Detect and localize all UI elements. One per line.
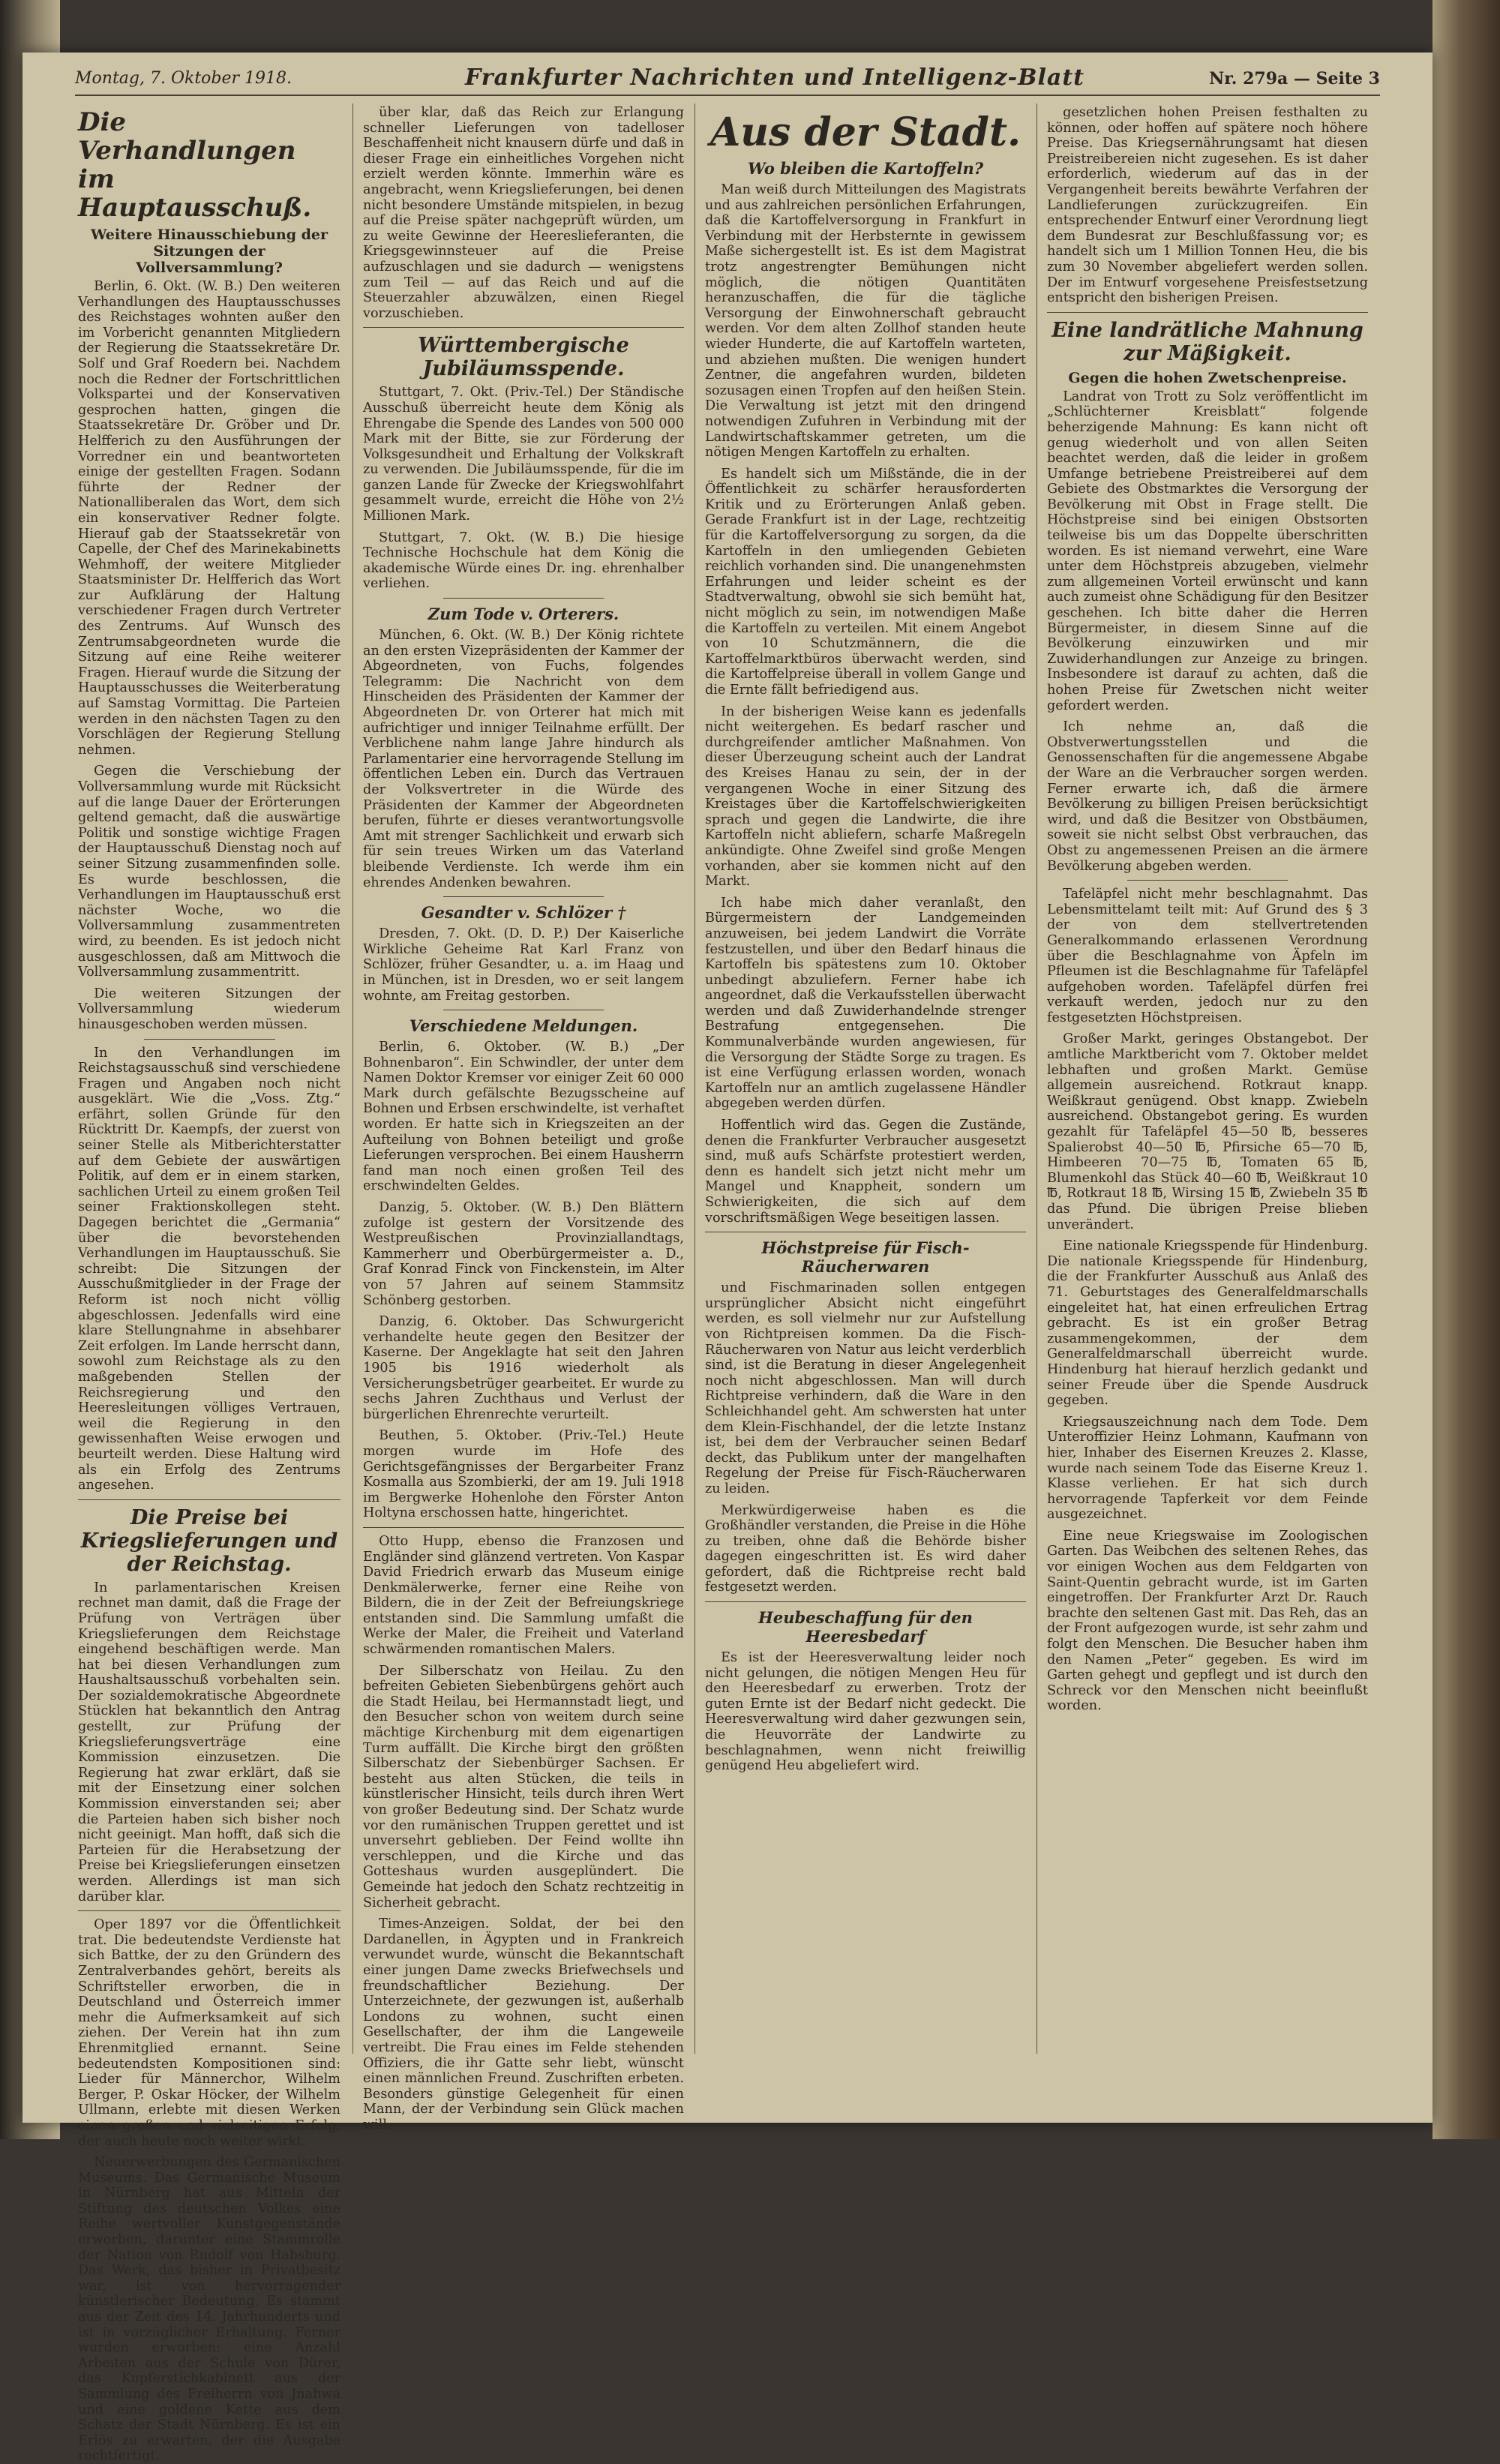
paragraph: über klar, daß das Reich zur Erlangung schneller Lieferungen von tadelloser Beschaffenheit nicht knausern dürfe und daß in dieser Frage ein einheitliches Vorgehen nicht erzielt werden könnte. Immerhin wäre es angebracht, wenn Kriegslieferungen, bei denen nicht besondere Umstände mitspielen, in bezug auf die Preise später nachgeprüft würden, um zu weite Gewinne der Heereslieferanten, die Kriegsgewinnsteuer auf die Preise aufzuschlagen und sie dadurch — wenigstens zum Teil — auf das Reich und auf die Steuerzahler abzuwälzen, einen Riegel vorzuschieben. (363, 105, 684, 321)
divider (443, 598, 604, 599)
paragraph: Ich nehme an, daß die Obstverwertungsstellen und die Genossenschaften für die angemessene Abgabe der Ware an die Verbraucher sorgen werden. Ferner erwarte ich, daß die ärmere Bevölkerung zu billigen Preisen berücksichtigt wird, und daß die Besitzer von Obstbäumen, soweit sie nicht selbst Obst verbrauchen, das Obst zu angemessenen Preisen an die ärmere Bevölkerung abgeben werden. (1047, 719, 1368, 874)
paragraph: Eine nationale Kriegsspende für Hindenburg. Die nationale Kriegsspende für Hindenburg, die der Frankfurter Ausschuß aus Anlaß des 71. Geburtstages des Generalfeldmarschalls eingeleitet hat, hat einen erfreulichen Ertrag gebracht. Es ist ein großer Betrag zusammengekommen, der dem Generalfeldmarschall überreicht wurde. Hindenburg hat hierauf herzlich gedankt und seiner Freude über die Spende Ausdruck gegeben. (1047, 1238, 1368, 1409)
headline-meldungen: Verschiedene Meldungen. (409, 1016, 638, 1036)
section-title-aus-der-stadt: Aus der Stadt. (710, 110, 1022, 155)
column-rule (1036, 104, 1037, 2054)
headline-hauptausschuss: Die Verhandlungen im Hauptausschuß. (78, 107, 312, 223)
divider (78, 1910, 340, 1911)
divider (443, 896, 604, 897)
paragraph: Times-Anzeigen. Soldat, der bei den Dardanellen, in Ägypten und in Frankreich verwundet wurde, wünscht die Bekanntschaft einer jungen Dame zwecks Briefwechsels und freundschaftlicher Beziehung. Der Unterzeichnete, der gezwungen ist, außerhalb Londons zu wohnen, sucht einen Gesellschafter, der ihm die Langeweile vertreibt. Die Frau eines im Felde stehenden Offiziers, die ihr Gatte sehr liebt, wünscht einen männlichen Freund. Zuschriften erbeten. Besonders günstige Gelegenheit für einen Mann, der der Verbindung sein Glück machen will. (363, 1916, 684, 2132)
paragraph: Neuerwerbungen des Germanischen Museums. Das Germanische Museum in Nürnberg hat aus Mitteln der Stiftung des deutschen Volkes eine Reihe wertvoller Kunstgegenstände erworben, darunter eine Stammrolle der Nation von Rudolf von Habsburg. Das Werk, das bisher in Privatbesitz war, ist von hervorragender künstlerischer Bedeutung. Es stammt aus der Zeit des 14. Jahrhunderts und ist in vorzüglicher Erhaltung. Ferner wurden erworben: eine Anzahl Arbeiten aus der Schule von Dürer, das Kupferstichkabinett aus der Sammlung des Freiherrn von Jnahwa und eine goldene Kette aus dem Schatz der Stadt Nürnberg. Es ist ein Erlös zu erwarten, der die Ausgabe rechtfertigt. (78, 2155, 340, 2464)
paragraph: Danzig, 6. Oktober. Das Schwurgericht verhandelte heute gegen den Besitzer der Kaserne. Der Angeklagte hat seit den Jahren 1905 bis 1916 wiederholt als Versicherungsbetrüger gearbeitet. Er wurde zu sechs Jahren Zuchthaus und Verlust der bürgerlichen Ehrenrechte verurteilt. (363, 1314, 684, 1422)
paragraph: und Fischmarinaden sollen entgegen ursprünglicher Absicht nicht eingeführt werden, es soll vielmehr nur zur Aufstellung von Richtpreisen kommen. Da die Fisch-Räucherwaren von Natur aus leicht verderblich sind, ist die Beratung in dieser Angelegenheit noch nicht abgeschlossen. Man will durch Richtpreise verhindern, daß die Ware in den Schleichhandel geht. Am schwersten hat unter dem Klein-Fischhandel, der die letzte Instanz ist, bei dem der Verbraucher seinen Bedarf deckt, das Publikum unter der mangelhaften Regelung der Preise für Fisch-Räucherwaren zu leiden. (705, 1280, 1026, 1496)
column-rule (352, 104, 353, 2054)
issue-number: Nr. 279a — Seite 3 (1209, 69, 1380, 89)
paragraph: Kriegsauszeichnung nach dem Tode. Dem Unteroffizier Heinz Lohmann, Kaufmann von hier, Inhaber des Eisernen Kreuzes 2. Klasse, wurde nach seinem Tode das Eiserne Kreuz 1. Klasse verliehen. Er hat sich durch hervorragende Tapferkeit vor dem Feinde ausgezeichnet. (1047, 1414, 1368, 1523)
paragraph: Dresden, 7. Okt. (D. D. P.) Der Kaiserliche Wirkliche Geheime Rat Karl Franz von Schlözer, früher Gesandter, u. a. im Haag und in München, ist in Dresden, wo er seit langem wohnte, am Freitag gestorben. (363, 926, 684, 1004)
book-spine-edge (1432, 0, 1500, 2139)
paragraph: Der Silberschatz von Heilau. Zu den befreiten Gebieten Siebenbürgens gehört auch die Stadt Heilau, bei Hermannstadt liegt, und den Besucher schon von weitem durch seine mächtige Kirchenburg mit dem eigenartigen Turm auffällt. Die Kirche birgt den größten Silberschatz der Siebenbürger Sachsen. Er besteht aus alten Stücken, die teils in künstlerischer Hinsicht, teils durch ihren Wert von großer Bedeutung sind. Der Schatz wurde vor den rumänischen Truppen gerettet und ist unversehrt geblieben. Der Feind wollte ihn verschleppen, und die Kirche und das Gotteshaus wurden ausgeplündert. Die Gemeinde hat jedoch den Schatz rechtzeitig in Sicherheit gebracht. (363, 1663, 684, 1910)
paragraph: Tafeläpfel nicht mehr beschlagnahmt. Das Lebensmittelamt teilt mit: Auf Grund des § 3 der von dem stellvertretenden Generalkommando erlassenen Verordnung über die Beschlagnahme von Äpfeln im Pfleumen ist die Beschlagnahme für Tafeläpfel aufgehoben worden. Tafeläpfel dürfen frei verkauft werden, jedoch nur zu den festgesetzten Höchstpreisen. (1047, 887, 1368, 1025)
headline-orterer: Zum Tode v. Orterers. (428, 605, 620, 624)
headline-kriegslieferungen: Die Preise bei Kriegslieferungen und der Reichstag. (80, 1505, 338, 1576)
paragraph: Merkwürdigerweise haben es die Großhändler verstanden, die Preise in die Höhe zu treiben, ohne daß die Behörde bisher dagegen eingeschritten ist. Es wird daher gefordert, daß die Richtpreise recht bald festgesetzt werden. (705, 1502, 1026, 1595)
paragraph: Berlin, 6. Oktober. (W. B.) „Der Bohnenbaron“. Ein Schwindler, der unter dem Namen Doktor Kremser vor einiger Zeit 60 000 Mark durch gefälschte Bezugsscheine auf Bohnen und Erbsen erschwindelte, ist verhaftet worden. Er hatte sich in Kriegszeiten an der Aufteilung von Bohnen beteiligt und große Lieferungen versprochen. Bei einem Hausherrn fand man noch einen großen Teil des erschwindelten Geldes. (363, 1040, 684, 1194)
divider (1127, 880, 1288, 881)
subheadline: Gegen die hohen Zwetschenpreise. (1068, 369, 1347, 386)
paragraph: Stuttgart, 7. Okt. (Priv.-Tel.) Der Ständische Ausschuß überreicht heute dem König als Ehrengabe die Spende des Landes von 500 000 Mark mit der Bitte, sie zur Förderung der Volksgesundheit und Erhaltung der Volkskraft zu verwenden. Die Jubiläumsspende, für die im ganzen Lande für Zwecke der Kriegswohlfahrt gesammelt wurde, erreicht die Höhe von 2½ Millionen Mark. (363, 385, 684, 524)
divider (705, 1601, 1026, 1602)
paragraph: Die weiteren Sitzungen der Vollversammlung wiederum hinausgeschoben werden müssen. (78, 986, 340, 1032)
headline-jubilaeumsspende: Württembergische Jubiläumsspende. (418, 334, 629, 381)
paragraph: München, 6. Okt. (W. B.) Der König richtete an den ersten Vizepräsidenten der Kammer der Abgeordneten, von Fuchs, folgendes Telegramm: Die Nachricht von dem Hinscheiden des Präsidenten der Kammer der Abgeordneten Dr. von Orterer hat mich mit aufrichtiger und inniger Teilnahme erfüllt. Der Verblichene nahm lange Jahre hindurch als Parlamentarier eine hervorragende Stellung im öffentlichen Leben ein. Durch das Vertrauen der Volksvertreter in die Würde des Präsidenten der Kammer der Abgeordneten berufen, führte er dieses verantwortungsvolle Amt mit strenger Sachlichkeit und erwarb sich für sein treues Wirken um das Vaterland bleibende Verdienste. Ich werde ihm ein ehrendes Andenken bewahren. (363, 628, 684, 890)
masthead (75, 62, 1380, 96)
column-2 (363, 105, 684, 2132)
column-3 (705, 105, 1026, 2093)
paragraph: Eine neue Kriegswaise im Zoologischen Garten. Das Weibchen des seltenen Rehes, das vor einigen Wochen aus dem Feldgarten von Saint-Quentin gebracht wurde, ist im Garten eingetroffen. Der Frankfurter Arzt Dr. Rauch brachte den seltenen Gast mit. Das Reh, das an der Front aufgezogen wurde, ist sehr zahm und folgt den Menschen. Die Besucher haben ihm den Namen „Peter“ gegeben. Es wird im Garten gehegt und gepflegt und ist durch den Schreck vor den Menschen nicht beeinflußt worden. (1047, 1528, 1368, 1714)
divider (363, 1527, 684, 1528)
paragraph: Otto Hupp, ebenso die Franzosen und Engländer sind glänzend vertreten. Von Kaspar David Friedrich erwarb das Museum einige Denkmälerwerke, ferner eine Reihe von Bildern, die in der Zeit der Befreiungskriege entstanden sind. Die Sammlung umfaßt die Werke der Maler, die Freiheit und Vaterland schwärmenden romantischen Malers. (363, 1533, 684, 1658)
headline-schloezer: Gesandter v. Schlözer † (421, 903, 626, 923)
paragraph: Gegen die Verschiebung der Vollversammlung wurde mit Rücksicht auf die lange Dauer der Erörterungen geltend gemacht, daß die auswärtige Politik und sonstige wichtige Fragen der Hauptausschuß Dienstag noch auf seiner Sitzung zusammenfinden solle. Es wurde beschlossen, die Verhandlungen im Hauptausschuß erst nächster Woche, wo die Vollversammlung zusammentreten wird, zu beenden. Es ist jedoch nicht ausgeschlossen, daß am Mittwoch die Vollversammlung zusammentritt. (78, 764, 340, 980)
headline-kartoffeln: Wo bleiben die Kartoffeln? (747, 159, 984, 178)
paragraph: Es handelt sich um Mißstände, die in der Öffentlichkeit zu schärfer herausforderten Kritik und zu Erörterungen Anlaß geben. Gerade Frankfurt ist in der Lage, rechtzeitig für die Kartoffelversorgung zu sorgen, da die Kartoffeln in den umliegenden Gebieten reichlich vorhanden sind. Die unangenehmsten Erfahrungen und leider scheint es der Stadtverwaltung, obwohl sie sich bemüht hat, nicht möglich zu sein, im notwendigen Maße die Kartoffeln zu verteilen. Mit einem Angebot von 10 Schutzmännern, die die Kartoffelmarktbüros überwacht werden, sind die Kartoffelpreise überall in vollem Gange und die Ernte fällt befriedigend aus. (705, 466, 1026, 698)
column-rule (694, 104, 695, 2054)
column-1 (78, 105, 340, 2464)
divider (1047, 312, 1368, 313)
issue-date: Montag, 7. Oktober 1918. (75, 69, 292, 88)
paragraph: Stuttgart, 7. Okt. (W. B.) Die hiesige Technische Hochschule hat dem König die akademische Würde eines Dr. ing. ehrenhalber verliehen. (363, 530, 684, 592)
paragraph: Es ist der Heeresverwaltung leider noch nicht gelungen, die nötigen Mengen Heu für den Heeresbedarf zu erwerben. Trotz der guten Ernte ist der Bedarf nicht gedeckt. Die Heeresverwaltung wird daher gezwungen sein, die Heuvorräte der Landwirte zu beschlagnahmen, wenn nicht freiwillig genügend Heu abgeliefert wird. (705, 1650, 1026, 1774)
paragraph: Danzig, 5. Oktober. (W. B.) Den Blättern zufolge ist gestern der Vorsitzende des Westpreußischen Provinziallandtags, Kammerherr und Oberbürgermeister a. D., Graf Konrad Finck von Finckenstein, im Alter von 57 Jahren auf seinem Stammsitz Schönberg gestorben. (363, 1200, 684, 1308)
column-4 (1047, 105, 1368, 2093)
paragraph: Großer Markt, geringes Obstangebot. Der amtliche Marktbericht vom 7. Oktober meldet lebhaften und großen Markt. Gemüse allgemein ausreichend. Rotkraut knapp. Weißkraut genügend. Obst knapp. Zwiebeln ausreichend. Obstangebot gering. Es wurden gezahlt für Tafeläpfel 45—50 ℔, besseres Spalierobst 40—50 ℔, Pfirsiche 65—70 ℔, Himbeeren 70—75 ℔, Tomaten 65 ℔, Blumenkohl das Stück 40—60 ℔, Weißkraut 10 ℔, Rotkraut 18 ℔, Wirsing 15 ℔, Zwiebeln 35 ℔ das Pfund. Die übrigen Preise blieben unverändert. (1047, 1031, 1368, 1232)
paragraph: In der bisherigen Weise kann es jedenfalls nicht weitergehen. Es bedarf rascher und durchgreifender amtlicher Maßnahmen. Von dieser Überzeugung scheint auch der Landrat des Kreises Hanau zu sein, der in der vergangenen Woche in einer Sitzung des Kreistages über die Kartoffelschwierigkeiten sprach und gegen die Landwirte, die ihre Kartoffeln nicht abliefern, scharfe Maßregeln ankündigte. Ohne Zweifel sind große Mengen vorhanden, aber sie kommen nicht auf den Markt. (705, 704, 1026, 890)
headline-heubeschaffung: Heubeschaffung für den Heeresbedarf (758, 1608, 973, 1646)
divider (78, 1499, 340, 1500)
paragraph: gesetzlichen hohen Preisen festhalten zu können, oder hoffen auf spätere noch höhere Preise. Das Kriegsernährungsamt hat diesen Preistreibereien nicht zugesehen. Es ist daher erforderlich, wiederum auf das in der Vergangenheit bereits bewährte Verfahren der Landlieferungen zurückzugreifen. Ein entsprechender Entwurf einer Verordnung liegt dem Bundesrat zur Beschlußfassung vor; es handelt sich um 1 Million Tonnen Heu, die bis zum 30 November abgeliefert werden sollen. Der im Entwurf vorgesehene Preisfestsetzung entspricht den bisherigen Preisen. (1047, 105, 1368, 306)
paragraph: Oper 1897 vor die Öffentlichkeit trat. Die bedeutendste Verdienste hat sich Battke, der zu den Gründern des Zentralverbandes gehört, bereits als Schriftsteller erworben, die in Deutschland und Österreich immer mehr die Aufmerksamkeit auf sich ziehen. Der Verein hat ihn zum Ehrenmitglied ernannt. Seine bedeutendsten Kompositionen sind: Lieder für Männerchor, Wilhelm Berger, P. Oskar Höcker, der Wilhelm Ullmann, erlebte mit diesen Werken einen großen und vielseitigen Erfolg, der auch heute noch weiter wirkt. (78, 1917, 340, 2149)
subheadline: Weitere Hinausschiebung der Sitzungen der Vollversammlung? (90, 227, 328, 276)
paragraph: In parlamentarischen Kreisen rechnet man damit, daß die Frage der Prüfung von Verträgen über Kriegslieferungen dem Reichstage eingehend beschäftigen werde. Man hat bei diesen Verhandlungen zum Haushaltsausschuß vorbehalten sein. Der sozialdemokratische Abgeordnete Stücklen hat bekanntlich den Antrag gestellt, zur Prüfung der Kriegslieferungsverträge eine Kommission einzusetzen. Die Regierung hat zwar erklärt, daß sie mit der Einsetzung einer solchen Kommission einverstanden sei; aber die Parteien haben sich bisher noch nicht geeinigt. Man hofft, daß sich die Parteien für die Herabsetzung der Preise bei Kriegslieferungen einsetzen werden. Allerdings ist man sich darüber klar. (78, 1580, 340, 1904)
paragraph: Man weiß durch Mitteilungen des Magistrats und aus zahlreichen persönlichen Erfahrungen, daß die Kartoffelversorgung in Frankfurt in Verbindung mit der Herbsternte in gewissem Maße sichergestellt ist. Es ist dem Magistrat trotz angestrengter Bemühungen nicht möglich, die nötigen Quantitäten heranzuschaffen, die für die tägliche Versorgung der Einwohnerschaft gebraucht werden. Vor dem alten Zollhof standen heute wieder Hunderte, die auf Kartoffeln warteten, und abziehen mußten. Die wenigen hundert Zentner, die angefahren wurden, bildeten sozusagen einen Tropfen auf den heißen Stein. Die Verwaltung ist jetzt mit den dringend notwendigen Zufuhren in Verbindung mit der Landwirtschaftskammer getreten, um die nötigen Mengen Kartoffeln zu erhalten. (705, 182, 1026, 461)
newspaper-title: Frankfurter Nachrichten und Intelligenz-Blatt (465, 65, 1085, 91)
paragraph: Berlin, 6. Okt. (W. B.) Den weiteren Verhandlungen des Hauptausschusses des Reichstages wohnten außer den im Vorbericht genannten Mitgliedern der Regierung die Staatssekretäre Dr. Solf und Graf Roedern bei. Nachdem noch die Redner der Fortschrittlichen Volkspartei und der Konservativen gesprochen hatten, gingen die Staatssekretäre Dr. Gröber und Dr. Helfferich zu den Ausführungen der Vorredner ein und beantworteten einige der gestellten Fragen. Sodann führte der Redner der Nationalliberalen das Wort, dem sich ein konservativer Redner folgte. Hierauf gab der Staatssekretär von Capelle, der Chef des Marinekabinetts Wehmhoff, der weitere Mitglieder Staatsminister Dr. Helfferich das Wort zur Aufklärung der Haltung verschiedener Fragen durch Vertreter des Zentrums. Auf Wunsch des Zentrumsabgeordneten wurde die Sitzung auf eine Reihe weiterer Fragen. Hierauf wurde die Sitzung der Hauptausschusses die Weiterberatung auf Samstag Vormittag. Die Parteien werden in den nächsten Tagen zu den Vorschlägen der Regierung Stellung nehmen. (78, 279, 340, 758)
divider (144, 1039, 275, 1040)
divider (363, 327, 684, 328)
paragraph: In den Verhandlungen im Reichstagsausschuß sind verschiedene Fragen und Angaben noch nicht ausgeklärt. Wie die „Voss. Ztg.“ erfährt, sollen Gründe für den Rücktritt Dr. Kaempfs, der zuerst von seiner Stelle als Mitberichterstatter auf dem Gebiete der auswärtigen Politik, auf dem er in einem starken, sachlichen Urteil zu einem großen Teil seiner Fraktionskollegen steht. Dagegen berichtet die „Germania“ über die bevorstehenden Verhandlungen im Hauptausschuß. Sie schreibt: Die Sitzungen der Ausschußmitglieder in der Frage der Reform ist noch nicht völlig abgeschlossen. Jedenfalls wird eine klare Stellungnahme in absehbarer Zeit erfolgen. Im Lande herrscht dann, sowohl zum Reichstage als zu den maßgebenden Stellen der Reichsregierung und den Heeresleitungen völliges Vertrauen, weil die Regierung in den gewissenhaften Weise erwogen und beurteilt werden. Diese Haltung wird als ein Erfolg des Zentrums angesehen. (78, 1045, 340, 1493)
paragraph: Beuthen, 5. Oktober. (Priv.-Tel.) Heute morgen wurde im Hofe des Gerichtsgefängnisses der Bergarbeiter Franz Kosmalla aus Szombierki, der am 19. Juli 1918 im Bergwerke Hohenlohe den Förster Anton Holtyna erschossen hatte, hingerichtet. (363, 1428, 684, 1521)
headline-landraetliche-mahnung: Eine landrätliche Mahnung zur Mäßigkeit. (1052, 318, 1364, 365)
headline-fisch-raeucherwaren: Höchstpreise für Fisch-Räucherwaren (761, 1238, 970, 1277)
paragraph: Ich habe mich daher veranlaßt, den Bürgermeistern der Landgemeinden anzuweisen, bei jedem Landwirt die Vorräte festzustellen, und über den Bedarf hinaus die Kartoffeln bis spätestens zum 10. Oktober unbedingt abzuliefern. Ferner habe ich angeordnet, daß die Verkaufsstellen überwacht werden und daß Zuwiderhandelnde strenger Bestrafung entgegensehen. Die Kommunalverbände wurden angewiesen, für die Versorgung der Städte Sorge zu tragen. Es ist eine Verfügung erlassen worden, wonach Kartoffeln nur an amtlich zugelassene Händler abgegeben werden dürfen. (705, 895, 1026, 1112)
paragraph: Landrat von Trott zu Solz veröffentlicht im „Schlüchterner Kreisblatt“ folgende beherzigende Mahnung: Es kann nicht oft genug wiederholt und von allen Seiten beachtet werden, daß die leider in großem Umfange betriebene Preistreiberei auf dem Gebiete des Obstmarktes die Versorgung der Bevölkerung mit Obst in Frage stellt. Die Höchstpreise sind bei einigen Obstsorten teilweise bis um das Doppelte überschritten worden. Es ist niemand verwehrt, eine Ware unter dem Höchstpreis abzugeben, vielmehr zum allgemeinen Vorteil erwünscht und kann auch zumeist ohne Schädigung für den Besitzer geschehen. Ich bitte daher die Herren Bürgermeister, in diesem Sinne auf die Bevölkerung einzuwirken und mir Zuwiderhandlungen zur Anzeige zu bringen. Insbesondere ist darauf zu achten, daß die hohen Preise für Zwetschen nicht weiter gefordert werden. (1047, 389, 1368, 713)
paragraph: Hoffentlich wird das. Gegen die Zustände, denen die Frankfurter Verbraucher ausgesetzt sind, muß aufs Schärfste protestiert werden, denn es handelt sich jetzt nicht mehr um Mangel und Knappheit, sondern um Schwierigkeiten, die sich auf dem vorschriftsmäßigen Wege beseitigen lassen. (705, 1118, 1026, 1226)
